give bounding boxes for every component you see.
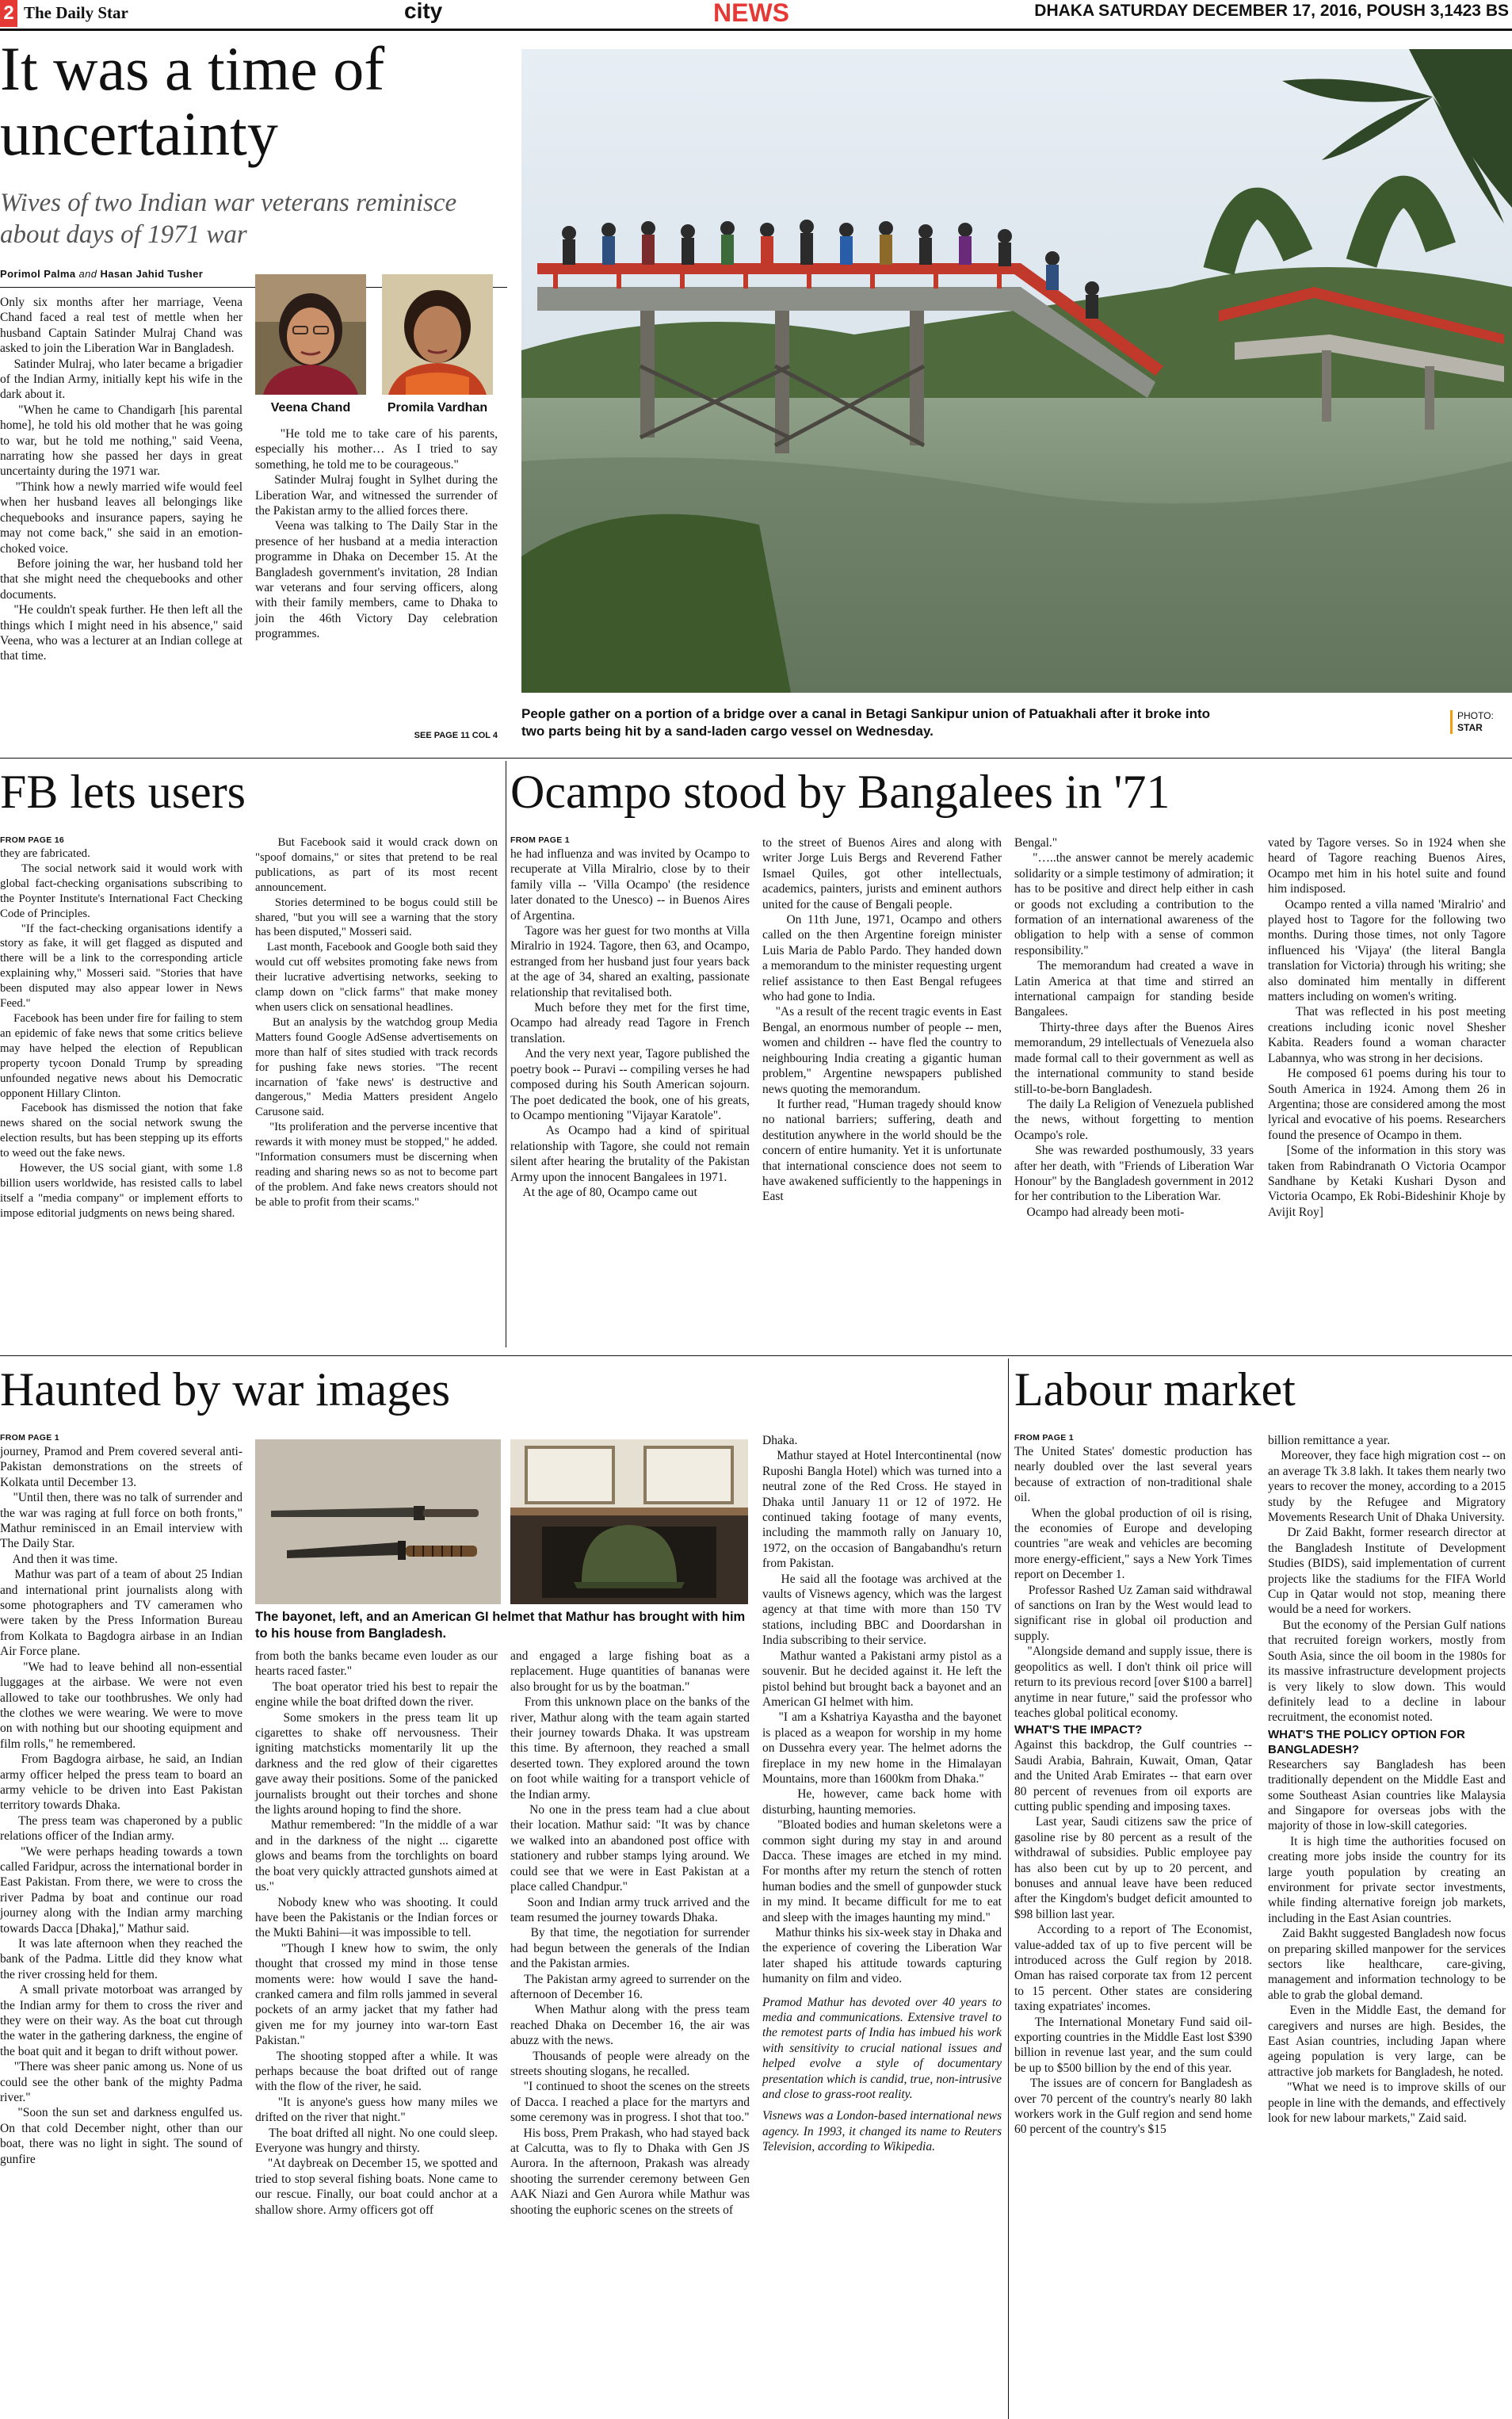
byline-author-b: Hasan Jahid Tusher: [100, 268, 204, 280]
story3-col4: vated by Tagore verses. So in 1924 when she heard of Tagore reaching Buenos Aires, Ocampo met him in his hotel suite and found him indisposed. Ocampo rented a villa named 'Miralrio' and played host to Tagore for the following two months. During those times, not only Tagore influenced his 'Vijaya' (the literal Bangla translation for Victoria) through his writing; she also dominated him mentally in different matters including on women's writing. That was reflected in his post meeting creations including iconic novel Shesher Kabita. Readers found a woman character Labannya, who was strong in her decisions. He composed 61 poems during his tour to South America in 1924. Among them 26 in Argentina; those are considered among the most lyrical and evocative of his poems. Researchers found the presence of Ocampo in them. [Some of the information in this story was taken from Rabindranath O Victoria Ocampor Sandhane by Ketaki Kushari Dyson and Victoria Ocampo, Ek Robi-Bideshinir Khoje by Avijit Roy]: [1268, 836, 1506, 1219]
veena-chand-photo: [255, 274, 366, 395]
story1-deck: Wives of two Indian war veterans reminisce about days of 1971 war: [0, 189, 457, 249]
story4-visnews-note: Visnews was a London-based international news agency. In 1993, it changed its name to Reuters Television, according to Wikipedia.: [762, 2109, 1005, 2154]
section-label: city: [404, 0, 443, 23]
story5-col2-wrap: [1268, 1433, 1506, 2419]
story2-col1: they are fabricated. The social network said it would work with global fact-checking organisations subscribing to the Poynter Institute's International Fact Checking Code of Principles. "If the fact-checking organisations identify a story as fake, it will get flagged as disputed and there will be a link to the corresponding article explaining why," Mosseri said. "Stories that have been disputed may also appear lower in News Feed." Facebook has been under fire for failing to stem an epidemic of fake news that some critics believe may have helped the election of Republican property tycoon Donald Trump by spreading unfounded negative news about his Democratic opponent Hillary Clinton. Facebook has dismissed the notion that fake news shared on the social network swung the election results, but has been stepping up its efforts to weed out the fake news. However, the US social giant, with some 1.8 billion users worldwide, has resisted calls to label itself a "media company" or implement efforts to impose editorial judgments on news being shared.: [0, 847, 243, 1220]
paper-name: The Daily Star: [24, 3, 128, 22]
story2-col1-wrap: [0, 835, 242, 1349]
story3-col1-wrap: [510, 835, 750, 1349]
story3-col1: he had influenza and was invited by Ocampo to recuperate at Villa Miralrio, close by to their family villa -- 'Villa Ocampo' (the residence later donated to the Unesco) -- in Buenos Aires of Argentina. Tagore was her guest for two months at Villa Miralrio in 1924. Tagore, then 63, and Ocampo, estranged from her husband just four years back at the age of 34, shared an exalting, passionate relationship that revitalised both. Much before they met for the first time, Ocampo had already read Tagore in French translation. And the very next year, Tagore published the poetry book -- Puravi -- compiling verses he had composed during his South American sojourn. The poet dedicated the book, one of his greats, to Ocampo mentioning "Vijayar Karatole". As Ocampo had a kind of spiritual relationship with Tagore, she could not remain silent after hearing the brutality of the Pakistan Army upon the innocent Bangalees in 1971. At the age of 80, Ocampo came out: [510, 847, 750, 1199]
story5-source: FROM PAGE 1: [1014, 1433, 1074, 1443]
story2-headline: FB lets users: [0, 766, 246, 818]
story5-col2a: billion remittance a year. Moreover, they face high migration cost -- on an average Tk 3.8 lakh. It takes them nearly two years to recover the money, according to a 2015 study by the Refugee and Migratory Movements Research Unit of Dhaka University. Dr Zaid Bakht, former research director at the Bangladesh Institute of Development Studies (BIDS), said implementation of current projects like the stadiums for the FIFA World Cup in Qatar would not stop, meaning there would be a need for workers. But the economy of the Persian Gulf nations that recruited foreign workers, mostly from South Asia, since the oil boom in the 1980s for its massive infrastructure development projects is very likely to slow down. This would definitely lead to a decline in labour recruitment, the economist noted.: [1268, 1434, 1506, 1725]
story4-col4: Dhaka. Mathur stayed at Hotel Intercontinental (now Ruposhi Bangla Hotel) which was turned into a neutral zone of the Red Cross. He stayed in Dhaka until January 11 or 12 of 1972. He continued taking footage of many events, including the mammoth rally on January 10, 1972, on the occasion of Bangabandhu's return from Pakistan. He said all the footage was archived at the vaults of Visnews agency, which was the largest agency at that time with more than 150 TV stations, including BBC and Doordarshan in India subscribing to their service. Mathur wanted a Pakistani army pistol as a souvenir. But he decided against it. He left the pistol behind but brought back a bayonet and an American GI helmet with him. "I am a Kshatriya Kayastha and the bayonet is placed as a weapon for worship in my home on Dussehra every year. The helmet adorns the fireplace in my new home in the Himalayan Mountains, more than 1600km from Dhaka." He, however, came back home with disturbing, haunting memories. "Bloated bodies and human skeletons were a common sight during my stay in and around Dacca. These images are etched in my mind. For months after my return the stench of rotten human bodies and the smell of gunpowder stuck in my mind. It became difficult for me to eat and sleep with the images haunting my mind." Mathur thinks his six-week stay in Dhaka and the experience of covering the Liberation War later shaped his attitude towards capturing humanity on film and video.: [762, 1434, 1002, 1986]
promila-vardhan-photo: [382, 274, 493, 395]
story3-headline: Ocampo stood by Bangalees in '71: [510, 766, 1170, 818]
story4-col1: journey, Pramod and Prem covered several anti-Pakistan demonstrations on the streets of Kolkata until December 13. "Until then, there was no talk of surrender and the war was raging at full force on both fronts," Mathur reminisced in an Email interview with The Daily Star. And then it was time. Mathur was part of a team of about 25 Indian and international print journalists along with some photographers and TV cameramen who were taken by the Press Information Bureau from Kolkata to Bagdogra airbase in an Indian Air Force plane. "We had to leave behind all non-essential luggages at the airbase. We were not even allowed to take our toothbrushes. We only had the clothes we were wearing. We were to move on with nothing but our shooting equipment and film rolls," he remembered. From Bagdogra airbase, he said, an Indian army officer helped the press team to board an army vehicle to be driven into East Pakistan territory towards Dhaka. The press team was chaperoned by a public relations officer of the Indian army. "We were perhaps heading towards a town called Faridpur, across the international border in East Pakistan. From there, we were to cross the river Padma by boat and continue our road journey along with the Indian army marching towards Dacca [Dhaka]," Mathur said. It was late afternoon when they reached the bank of the Padma. Little did they know what the river crossing held for them. A small private motorboat was arranged by the Indian army for them to cross the river and they were on their way. As the boat cut through the water in the gathering darkness, the engine of the boat quit and it began to drift without power. "There was sheer panic among us. None of us could see the other bank of the mighty Padma river." "Soon the sun set and darkness engulfed us. On that cold December night, other than our boat, there was no light in sight. The sound of gunfire: [0, 1445, 243, 2166]
section-rule-1: [0, 758, 1512, 759]
byline-and: and: [78, 268, 97, 280]
page-number: 2: [0, 0, 17, 27]
story5-col2b: Researchers say Bangladesh has been traditionally dependent on the Middle East and some Southeast Asian countries like Malaysia and Singapore for overseas jobs with the majority of those in low-skill categories. It is high time the authorities focused on creating more jobs inside the country for its large youth population by creating an environment for private sector investments, while finding alternative foreign job markets, including in the East Asian countries. Zaid Bakht suggested Bangladesh now focus on preparing skilled manpower for the services sectors like healthcare, care-giving, management and information technology to be able to grab the global demand. Even in the Middle East, the demand for caregivers and nurses are high. Besides, the East Asian countries, including Japan where ageing population is very large, can be attractive job markets for Bangladesh, he noted. "What we need is to improve skills of our people in line with the demands, and effectively look for new labour markets," Zaid said.: [1268, 1757, 1506, 2126]
story4-author-note: Pramod Mathur has devoted over 40 years to media and communications. Extensive travel to the remotest parts of India has imbued his work with sensitivity to crucial national issues and helped evolve a style of documentary presentation which is candid, true, non-intrusive and close to grass-root reality.: [762, 1995, 1005, 2102]
story1-jump: SEE PAGE 11 COL 4: [414, 731, 498, 740]
veena-chand-caption: Veena Chand: [270, 401, 351, 415]
story1-col2: "He told me to take care of his parents, especially his mother… As I tried to say something, he told me to be courageous." Satinder Mulraj fought in Sylhet during the Liberation War, and witnessed the surrender of the Pakistan army to the allied forces there. Veena was talking to The Daily Star in the presence of her husband at a media interaction programme in Dhaka on December 15. At the Bangladesh government's invitation, 28 Indian war veterans and four serving officers, along with their family members, came to Dhaka to join the 46th Victory Day celebration programmes.: [255, 427, 498, 641]
masthead-rule: [0, 29, 1512, 31]
section-rule-2: [0, 1355, 1512, 1356]
story1-col1: Only six months after her marriage, Veena Chand faced a real test of mettle when her husband Captain Satinder Mulraj Chand was asked to join the Liberation War in Bangladesh. Satinder Mulraj, who later became a brigadier of the Indian Army, initially kept his wife in the dark about it. "When he came to Chandigarh [his parental home], he told his old mother that he was going to war, but he told me nothing," said Veena, narrating how she passed her days in great uncertainty during the 1971 war. "Think how a newly married wife would feel when her husband leaves all belongings like chequebooks and insurance papers, saying he may not come back," she said in an emotion-choked voice. Before joining the war, her husband told her that she might need the chequebooks and other documents. "He couldn't speak further. He then left all the things which I might need in his absence," said Veena, who was a lecturer at an Indian college at that time.: [0, 296, 242, 663]
story5-subhead-policy: WHAT'S THE POLICY OPTION FOR BANGLADESH?: [1268, 1727, 1465, 1756]
story3-source: FROM PAGE 1: [510, 835, 570, 845]
byline-author-a: Porimol Palma: [0, 268, 76, 280]
photo-credit-label: PHOTO:: [1457, 710, 1494, 721]
story4-source: FROM PAGE 1: [0, 1433, 59, 1443]
bridge-photo: [521, 49, 1512, 693]
story3-col3: Bengal." "…..the answer cannot be merely academic solidarity or a simple testimony of admiration; it has to be positive and direct help either in cash or goods not excluding a contribution to the formation of an international awareness of the obligation to help with a sense of common responsibility." The memorandum had created a wave in Latin America at that time and stirred an international campaign for standing beside Bangalees. Thirty-three days after the Buenos Aires memorandum, 29 intellectuals of Venezuela also made formal call to their government as well as the international community to stand beside still-to-be-born Bangladesh. The daily La Religion of Venezuela published the news, without forgetting to mention Ocampo's role. She was rewarded posthumously, 33 years after her death, with "Friends of Liberation War Honour" by the Bangladesh government in 2012 for her contribution to the Liberation War. Ocampo had already been moti-: [1014, 836, 1254, 1219]
bayonet-photo: [255, 1439, 501, 1604]
story3-col2: to the street of Buenos Aires and along with writer Jorge Luis Bergs and Reverend Father Ismael Quiles, got other intellectuals, academics, painters, jurists and eminent authors united for the cause of Bengali people. On 11th June, 1971, Ocampo and others called on the then Argentine foreign minister Luis Maria de Pablo Pardo. They handed down a memorandum to the minister requesting urgent relief assistance to then East Bengal refugees who had gone to India. "As a result of the recent tragic events in East Bengal, an enormous number of people -- men, women and children -- have fled the country to neighbouring India creating a gigantic human problem," Argentine newspapers published news quoting the memorandum. It further read, "Human tragedy should know no national barriers; suffering, death and destitution anywhere in the world should be the concern of entire humanity. Yet it is unfortunate that international conscience does not seem to have awakened sufficiently to the happenings in East: [762, 836, 1002, 1204]
story4-headline: Haunted by war images: [0, 1363, 451, 1416]
photo-credit-name: STAR: [1457, 722, 1483, 733]
photo-credit: [1450, 710, 1512, 734]
vertical-rule-2: [1008, 1359, 1009, 2419]
masthead: [0, 0, 1512, 29]
story5-col1b: Against this backdrop, the Gulf countries -- Saudi Arabia, Bahrain, Kuwait, Oman, Qatar and the United Arab Emirates -- that earn over 80 percent of revenues from oil exports are cutting public spending and imposing taxes. Last year, Saudi citizens saw the price of gasoline rise by 80 percent as a result of the withdrawal of subsidies. Public employee pay has also been cut by up to 20 percent, and bonuses and annual leave have been reduced after the Kingdom's budget deficit amounted to $98 billion last year. According to a report of The Economist, value-added tax of up to five percent will be introduced across the Gulf region by 2018. Oman has raised corporate tax from 12 percent to 15 percent. Other states are considering taxing expatriates' incomes. The International Monetary Fund said oil-exporting countries in the Middle East lost $390 billion in revenue last year, and the sum could be up to $500 billion by the end of this year. The issues are of concern for Bangladesh as over 70 percent of the country's nearly 80 lakh workers work in the Gulf region and send home 60 percent of the country's $15: [1014, 1738, 1252, 2137]
story5-subhead-impact: WHAT'S THE IMPACT?: [1014, 1723, 1143, 1737]
story1-headline: It was a time of uncertainty: [0, 34, 385, 168]
story4-col3: and engaged a large fishing boat as a replacement. Huge quantities of bananas were also brought for us by the boatman." From this unknown place on the banks of the river, Mathur along with the team again started their journey towards Dhaka. It was upstream this time. By afternoon, they reached a small deserted town. They explored around the town on foot while waiting for a transport vehicle of the Indian army. No one in the press team had a clue about their location. Mathur said: "It was by chance we walked into an abandoned post office with stationery and rubber stamps lying around. We could see that we were in East Pakistan at a place called Chandpur." Soon and Indian army truck arrived and the team resumed the journey towards Dhaka. By that time, the negotiation for surrender had begun between the generals of the Indian and the Pakistan armies. The Pakistan army agreed to surrender on the afternoon of December 16. When Mathur along with the press team reached Dhaka on December 16, the air was abuzz with the news. Thousands of people were already on the streets shouting slogans, he recalled. "I continued to shoot the scenes on the streets of Dacca. I reached a place for the martyrs and some ceremony was in progress. I shot that too." His boss, Prem Prakash, who had stayed back at Calcutta, was to fly to Dhaka with Gen JS Aurora. In the afternoon, Prakash was already shooting the surrender ceremony between Gen AAK Niazi and Gen Aurora while Mathur was shooting the euphoric scenes on the streets of: [510, 1649, 750, 2217]
dateline: DHAKA SATURDAY DECEMBER 17, 2016, POUSH 3,1423 BS: [1034, 2, 1509, 20]
story2-source: FROM PAGE 16: [0, 835, 65, 845]
story4-photo-caption: The bayonet, left, and an American GI helmet that Mathur has brought with him to his house from Bangladesh.: [255, 1610, 746, 1641]
category-label: NEWS: [713, 0, 789, 27]
story5-headline: Labour market: [1014, 1363, 1296, 1416]
story4-col4-wrap: [762, 1433, 1005, 2419]
story4-col1-wrap: [0, 1433, 242, 2419]
story5-col1-wrap: [1014, 1433, 1252, 2419]
story2-col2: But Facebook said it would crack down on "spoof domains," or sites that pretend to be real publications, as part of its most recent announcement. Stories determined to be bogus could still be shared, "but you will see a warning that the story has been disputed," Mosseri said. Last month, Facebook and Google both said they would cut off websites promoting fake news from their lucrative advertising networks, seeking to clamp down on "click farms" that make money when users click on sensational headlines. But an analysis by the watchdog group Media Matters found Google AdSense advertisements on more than half of sites studied with track records for pushing fake news stories. "The recent incarnation of 'fake news' is destructive and dangerous," Media Matters president Angelo Carusone said. "Its proliferation and the perverse incentive that rewards it with money must be stopped," he added. "Information consumers must be discerning when reading and sharing news so as not to become part of the problem. And fake news creators should not be able to profit from their scams.": [255, 836, 498, 1209]
story4-col2: from both the banks became even louder as our hearts raced faster." The boat operator tried his best to repair the engine while the boat drifted down the river. Some smokers in the press team lit up cigarettes to shake off nervousness. Their igniting matchsticks momentarily lit up the darkness and the red glow of their cigarettes gave away their positions. Some of the panicked journalists brought out their torches and shone the lights around hoping to find the shore. Mathur remembered: "In the middle of a war and in the darkness of the night ... cigarette glows and beams from the torchlights on board the boat very quickly attracted gunshots aimed at us." Nobody knew who was shooting. It could have been the Pakistanis or the Indian forces or the Mukti Bahini—it was impossible to tell. "Though I knew how to swim, the only thought that crossed my mind in those tense moments were: how would I save the hand-cranked camera and film rolls jammed in several pockets of an army jacket that my father had given me for my journey into war-torn East Pakistan." The shooting stopped after a while. It was perhaps because the boat drifted out of range with the flow of the river, he said. "It is anyone's guess how many miles we drifted on the river that night." The boat drifted all night. No one could sleep. Everyone was hungry and thirsty. "At daybreak on December 15, we spotted and tried to stop several fishing boats. None came to our rescue. Finally, our boat could anchor at a shallow shore. Army officers got off: [255, 1649, 498, 2217]
story5-col1a: The United States' domestic production has nearly doubled over the last several years because of extraction of non-traditional shale oil. When the global production of oil is rising, the economies of Europe and developing countries "are weak and vehicles are becoming more energy-efficient," says a New York Times report on December 1. Professor Rashed Uz Zaman said withdrawal of sanctions on Iran by the West would lead to significant rise in global oil production and supply. "Alongside demand and supply issue, there is geopolitics as well. I don't think oil price will return to its previous record [over $100 a barrel] anytime in near future," said the professor who teaches global political economy.: [1014, 1445, 1253, 1720]
bridge-photo-caption: People gather on a portion of a bridge over a canal in Betagi Sankipur union of Patuakhali after it broke into two parts being hit by a sand-laden cargo vessel on Wednesday.: [521, 706, 1211, 739]
promila-vardhan-caption: Promila Vardhan: [387, 401, 488, 415]
helmet-photo: [510, 1439, 748, 1604]
